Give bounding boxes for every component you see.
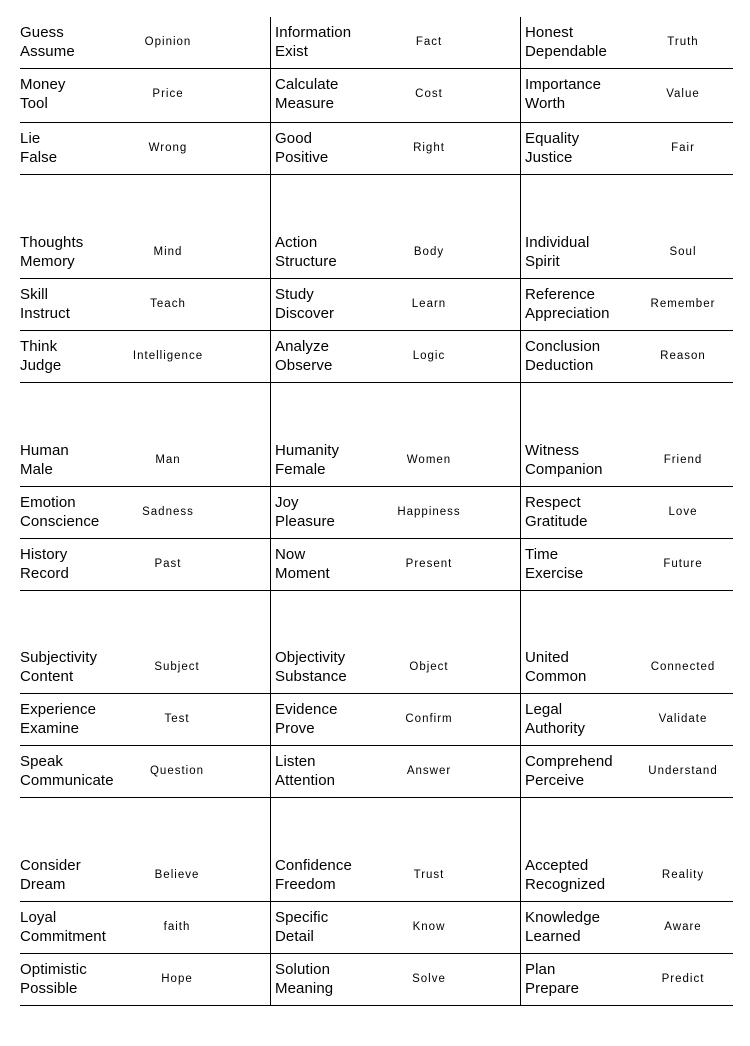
associated-word: Individual: [525, 234, 590, 251]
associated-word: Companion: [525, 461, 603, 478]
associated-word: Human: [20, 442, 69, 459]
associated-words: [525, 648, 586, 686]
key-term: Believe: [154, 869, 200, 881]
associated-words: [20, 441, 69, 479]
key-term: Present: [405, 558, 453, 570]
associated-word: Thoughts: [20, 234, 84, 251]
row-divider: [20, 797, 733, 798]
key-term: Solve: [412, 973, 446, 985]
associated-word: Specific: [275, 909, 329, 926]
key-term: Confirm: [405, 713, 453, 725]
associated-word: Conclusion: [525, 338, 601, 355]
associated-words: [275, 493, 335, 531]
key-term: Test: [164, 713, 190, 725]
associated-word: Lie: [20, 130, 41, 147]
associated-words: [20, 752, 114, 790]
associated-word: Emotion: [20, 494, 76, 511]
row-divider: [20, 382, 733, 383]
associated-word: Exercise: [525, 565, 584, 582]
associated-word: Prove: [275, 720, 315, 737]
associated-word: Dependable: [525, 43, 607, 60]
associated-words: [20, 493, 99, 531]
associated-word: Instruct: [20, 305, 70, 322]
key-term: Predict: [661, 973, 705, 985]
associated-word: Recognized: [525, 876, 606, 893]
associated-word: Possible: [20, 980, 78, 997]
associated-word: Action: [275, 234, 318, 251]
associated-word: Content: [20, 668, 74, 685]
associated-word: Solution: [275, 961, 331, 978]
associated-words: [20, 648, 97, 686]
associated-words: [525, 908, 600, 946]
associated-words: [525, 75, 601, 113]
associated-word: Experience: [20, 701, 97, 718]
associated-words: [525, 960, 579, 998]
key-term: Price: [152, 88, 184, 100]
associated-word: Joy: [275, 494, 299, 511]
key-term: Intelligence: [132, 350, 204, 362]
associated-words: [525, 233, 589, 271]
associated-words: [20, 908, 106, 946]
associated-word: Meaning: [275, 980, 334, 997]
associated-word: Reference: [525, 286, 596, 303]
associated-words: [20, 545, 69, 583]
key-term: Reason: [660, 350, 706, 362]
row-divider: [20, 278, 733, 279]
associated-word: Attention: [275, 772, 336, 789]
associated-words: [525, 856, 605, 894]
associated-words: [20, 129, 57, 167]
associated-words: [275, 908, 328, 946]
key-term: Love: [668, 506, 698, 518]
associated-word: Guess: [20, 24, 64, 41]
row-divider: [20, 953, 733, 954]
associated-word: False: [20, 149, 58, 166]
associated-word: Subjectivity: [20, 649, 98, 666]
key-term: faith: [163, 921, 191, 933]
associated-words: [275, 337, 332, 375]
associated-word: Skill: [20, 286, 49, 303]
associated-word: Record: [20, 565, 69, 582]
associated-word: Discover: [275, 305, 335, 322]
column-divider: [270, 17, 271, 1006]
associated-word: Exist: [275, 43, 309, 60]
associated-words: [20, 700, 96, 738]
associated-word: Positive: [275, 149, 329, 166]
associated-words: [20, 960, 87, 998]
associated-word: Examine: [20, 720, 80, 737]
associated-word: Conscience: [20, 513, 100, 530]
associated-words: [275, 75, 338, 113]
associated-words: [20, 233, 83, 271]
associated-word: Comprehend: [525, 753, 613, 770]
associated-word: Listen: [275, 753, 316, 770]
key-term: Truth: [667, 36, 699, 48]
associated-word: Accepted: [525, 857, 589, 874]
associated-word: Legal: [525, 701, 563, 718]
associated-word: Evidence: [275, 701, 338, 718]
associated-words: [525, 129, 579, 167]
associated-words: [525, 493, 588, 531]
key-term: Women: [406, 454, 452, 466]
associated-word: Judge: [20, 357, 62, 374]
associated-word: Justice: [525, 149, 573, 166]
associated-word: Consider: [20, 857, 81, 874]
associated-word: Memory: [20, 253, 75, 270]
associated-word: Female: [275, 461, 326, 478]
associated-word: Analyze: [275, 338, 330, 355]
associated-word: Importance: [525, 76, 602, 93]
key-term: Hope: [161, 973, 193, 985]
associated-word: Tool: [20, 95, 48, 112]
associated-words: [20, 75, 66, 113]
row-divider: [20, 901, 733, 902]
associated-words: [525, 23, 607, 61]
key-term: Aware: [664, 921, 702, 933]
associated-word: Good: [275, 130, 313, 147]
associated-word: Measure: [275, 95, 335, 112]
associated-words: [275, 233, 337, 271]
associated-word: Equality: [525, 130, 580, 147]
key-term: Fact: [415, 36, 443, 48]
key-term: Mind: [153, 246, 183, 258]
key-term: Remember: [650, 298, 716, 310]
associated-word: Appreciation: [525, 305, 610, 322]
key-term: Subject: [154, 661, 200, 673]
associated-words: [275, 856, 352, 894]
associated-word: Substance: [275, 668, 347, 685]
row-divider: [20, 590, 733, 591]
associated-words: [275, 23, 351, 61]
associated-word: Freedom: [275, 876, 336, 893]
associated-word: Respect: [525, 494, 581, 511]
associated-word: Think: [20, 338, 58, 355]
associated-word: Humanity: [275, 442, 340, 459]
row-divider: [20, 68, 733, 69]
key-term: Connected: [650, 661, 716, 673]
key-term: Understand: [648, 765, 718, 777]
associated-words: [275, 960, 333, 998]
associated-word: Plan: [525, 961, 556, 978]
associated-word: Prepare: [525, 980, 580, 997]
row-divider: [20, 1005, 733, 1006]
associated-word: Calculate: [275, 76, 339, 93]
key-term: Man: [155, 454, 181, 466]
associated-word: Optimistic: [20, 961, 87, 978]
associated-words: [525, 545, 583, 583]
associated-words: [525, 700, 585, 738]
associated-word: Commitment: [20, 928, 107, 945]
associated-word: Pleasure: [275, 513, 336, 530]
associated-words: [275, 752, 335, 790]
associated-word: Time: [525, 546, 559, 563]
associated-word: Now: [275, 546, 306, 563]
associated-word: Dream: [20, 876, 66, 893]
key-term: Sadness: [142, 506, 194, 518]
associated-words: [275, 129, 328, 167]
key-term: Trust: [413, 869, 445, 881]
key-term: Soul: [669, 246, 697, 258]
key-term: Logic: [412, 350, 446, 362]
associated-words: [275, 545, 330, 583]
row-divider: [20, 486, 733, 487]
row-divider: [20, 174, 733, 175]
key-term: Know: [412, 921, 446, 933]
associated-word: Loyal: [20, 909, 57, 926]
associated-word: Witness: [525, 442, 580, 459]
key-term: Past: [154, 558, 182, 570]
associated-words: [275, 441, 339, 479]
key-term: Happiness: [397, 506, 461, 518]
associated-words: [275, 700, 338, 738]
associated-word: Deduction: [525, 357, 594, 374]
key-term: Opinion: [144, 36, 192, 48]
associated-word: United: [525, 649, 569, 666]
associated-words: [20, 23, 75, 61]
key-term: Wrong: [148, 142, 188, 154]
key-term: Body: [413, 246, 445, 258]
associated-word: Detail: [275, 928, 314, 945]
associated-words: [275, 285, 334, 323]
associated-words: [525, 752, 613, 790]
associated-word: History: [20, 546, 68, 563]
key-term: Right: [413, 142, 445, 154]
associated-word: Worth: [525, 95, 566, 112]
row-divider: [20, 122, 733, 123]
associated-words: [20, 856, 81, 894]
row-divider: [20, 745, 733, 746]
associated-words: [525, 337, 600, 375]
associated-word: Observe: [275, 357, 333, 374]
associated-word: Honest: [525, 24, 574, 41]
associated-words: [525, 285, 610, 323]
key-term: Learn: [411, 298, 447, 310]
associated-word: Moment: [275, 565, 330, 582]
key-term: Friend: [663, 454, 703, 466]
associated-word: Spirit: [525, 253, 560, 270]
associated-word: Gratitude: [525, 513, 588, 530]
key-term: Answer: [406, 765, 452, 777]
associated-words: [525, 441, 603, 479]
column-divider: [520, 17, 521, 1006]
associated-word: Communicate: [20, 772, 114, 789]
key-term: Question: [149, 765, 205, 777]
key-term: Reality: [661, 869, 705, 881]
associated-word: Male: [20, 461, 53, 478]
associated-word: Study: [275, 286, 314, 303]
associated-word: Common: [525, 668, 587, 685]
associated-words: [20, 285, 70, 323]
associated-word: Knowledge: [525, 909, 601, 926]
associated-word: Confidence: [275, 857, 352, 874]
associated-word: Structure: [275, 253, 337, 270]
associated-word: Assume: [20, 43, 75, 60]
associated-word: Money: [20, 76, 66, 93]
key-term: Fair: [671, 142, 695, 154]
associated-word: Speak: [20, 753, 64, 770]
associated-word: Authority: [525, 720, 586, 737]
key-term: Teach: [150, 298, 186, 310]
associated-word: Perceive: [525, 772, 585, 789]
associated-words: [20, 337, 61, 375]
associated-word: Objectivity: [275, 649, 346, 666]
row-divider: [20, 538, 733, 539]
row-divider: [20, 330, 733, 331]
key-term: Object: [409, 661, 449, 673]
key-term: Future: [663, 558, 703, 570]
associated-word: Information: [275, 24, 352, 41]
key-term: Value: [666, 88, 700, 100]
key-term: Validate: [658, 713, 708, 725]
row-divider: [20, 693, 733, 694]
key-term: Cost: [415, 88, 443, 100]
associated-word: Learned: [525, 928, 581, 945]
associated-words: [275, 648, 347, 686]
